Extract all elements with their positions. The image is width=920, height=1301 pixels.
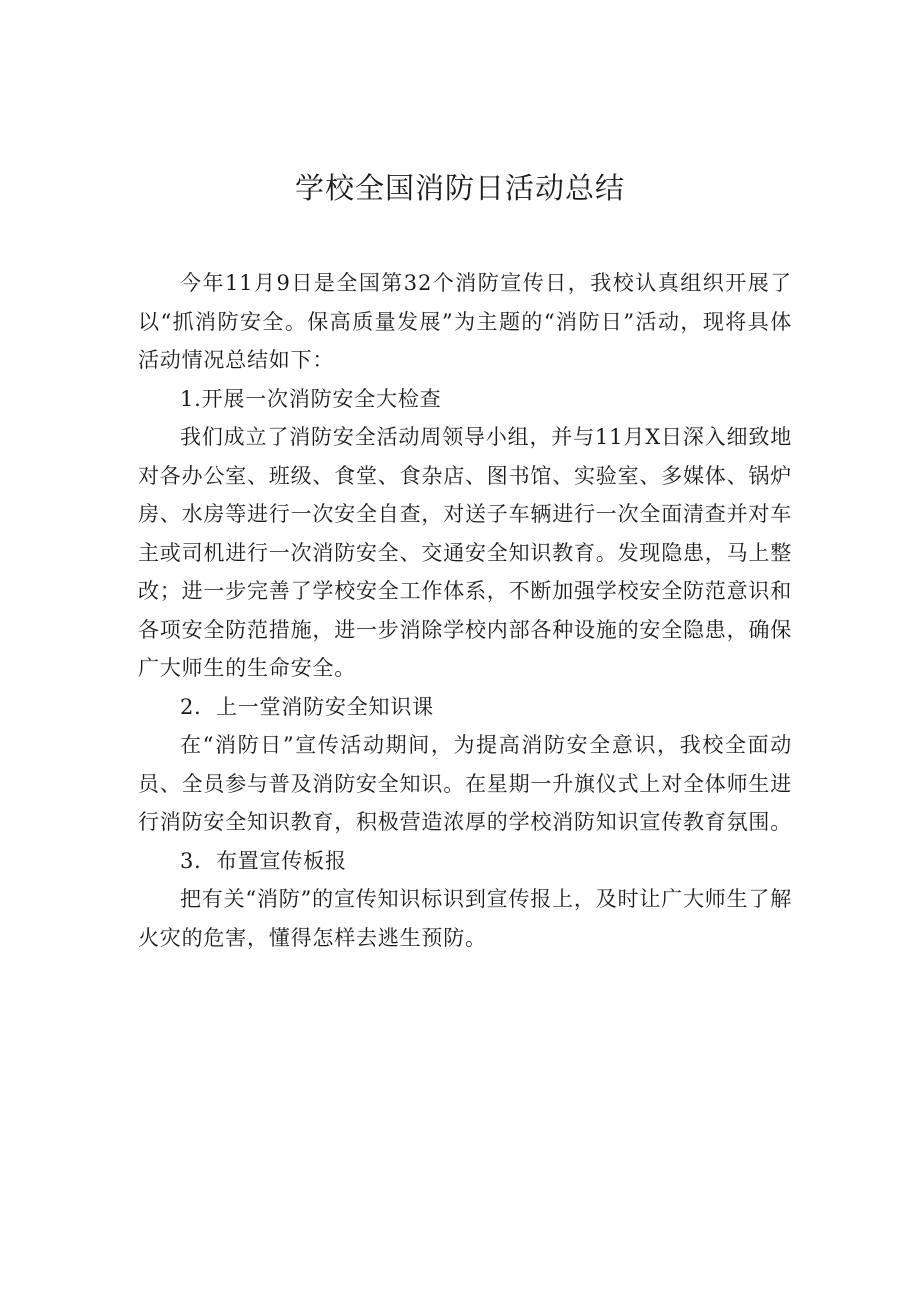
document-title: 学校全国消防日活动总结 (294, 171, 625, 205)
section-heading-2: 2．上一堂消防安全知识课 (180, 694, 434, 719)
document-body (138, 264, 792, 957)
section-heading-3: 3．布置宣传板报 (180, 848, 347, 873)
section-paragraph-3: 把有关“消防”的宣传知识标识到宣传报上，及时让广大师生了解火灾的危害，懂得怎样去逃生预防。 (138, 887, 792, 950)
intro-paragraph: 今年11月9日是全国第32个消防宣传日，我校认真组织开展了以“抓消防安全。保高质量发展”为主题的“消防日”活动，现将具体活动情况总结如下： (138, 271, 792, 372)
section-paragraph-2: 在“消防日”宣传活动期间，为提高消防安全意识，我校全面动员、全员参与普及消防安全知识。在星期一升旗仪式上对全体师生进行消防安全知识教育，积极营造浓厚的学校消防知识宣传教育氛围。 (138, 733, 792, 834)
section-paragraph-1: 我们成立了消防安全活动周领导小组，并与11月X日深入细致地对各办公室、班级、食堂、食杂店、图书馆、实验室、多媒体、锅炉房、水房等进行一次安全自查，对送子车辆进行一次全面清查并对车主或司机进行一次消防安全、交通安全知识教育。发现隐患，马上整改；进一步完善了学校安全工作体系，不断加强学校安全防范意识和各项安全防范措施，进一步消除学校内部各种设施的安全隐患，确保广大师生的生命安全。 (138, 425, 792, 680)
section-heading-1: 1.开展一次消防安全大检查 (180, 386, 442, 411)
